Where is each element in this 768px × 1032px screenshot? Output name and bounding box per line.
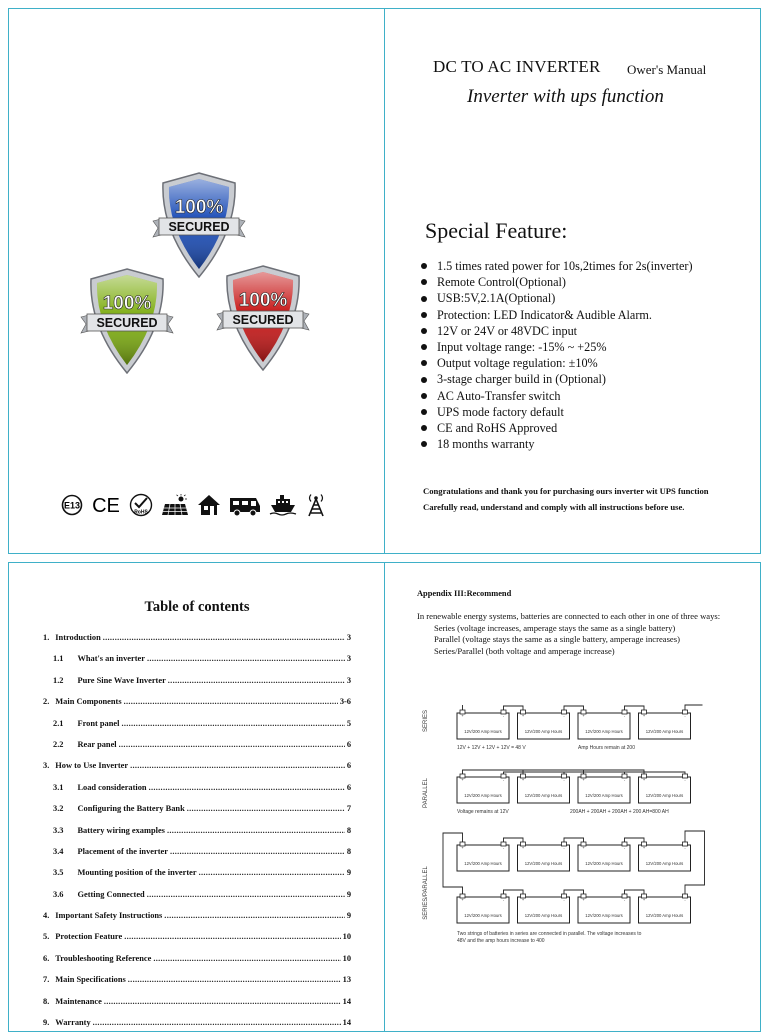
toc-number: 8.: [43, 996, 50, 1006]
bullet-icon: [421, 279, 427, 285]
badge-secured-red: [213, 262, 313, 374]
toc-leader: [128, 969, 341, 990]
svg-text:-: -: [563, 777, 565, 782]
feature-item: [421, 307, 693, 323]
feature-item: [421, 274, 693, 290]
series-parallel-side-label: SERIES/PARALLEL: [423, 866, 429, 920]
toc-page-number: 3: [346, 633, 351, 642]
toc-leader: [147, 884, 345, 905]
feature-text: 3-stage charger build in (Optional): [437, 372, 606, 387]
toc-page-number: 8: [346, 846, 351, 856]
svg-text:+: +: [521, 713, 525, 718]
battery-label: 12V/200 Amp Hours: [464, 793, 502, 798]
series-side-label: SERIES: [423, 709, 429, 733]
svg-text:+: +: [461, 713, 464, 718]
battery-label: 12V/200 Amp Hours: [524, 729, 563, 734]
svg-text:-: -: [502, 897, 505, 902]
toc-page-number: 9: [346, 868, 351, 878]
battery-icon: [639, 842, 691, 871]
toc-entry[interactable]: [43, 627, 351, 648]
svg-text:-: -: [623, 777, 626, 782]
solar-panel-icon: [161, 494, 189, 516]
toc-entry[interactable]: [43, 648, 351, 669]
toc-page-number: 10: [342, 953, 351, 963]
toc-number: 3.: [43, 761, 50, 771]
feature-item: [421, 436, 693, 452]
toc-entry[interactable]: [43, 713, 351, 734]
battery-icon: [518, 842, 570, 871]
toc-entry-title: Rear panel: [77, 739, 117, 749]
battery-label: 12V/200 Amp Hours: [524, 861, 563, 866]
toc-entry[interactable]: [43, 991, 351, 1012]
toc-entry[interactable]: [43, 691, 351, 712]
battery-icon: [518, 774, 570, 803]
toc-entry-title: Placement of the inverter: [77, 846, 168, 856]
toc-number: 9.: [43, 1018, 50, 1028]
toc-page-number: 3: [346, 675, 351, 685]
battery-icon: [457, 774, 509, 803]
toc-number: 6.: [43, 953, 50, 963]
bullet-icon: [421, 393, 427, 399]
toc-number: 3.3: [53, 825, 64, 835]
feature-text: 12V or 24V or 48VDC input: [437, 323, 578, 338]
bullet-icon: [421, 441, 427, 447]
toc-number: 1.1: [53, 654, 64, 664]
svg-text:+: +: [582, 713, 585, 718]
toc-entry[interactable]: [43, 1012, 351, 1032]
svg-text:+: +: [642, 897, 646, 902]
svg-text:+: +: [521, 777, 525, 782]
rv-camper-icon: [229, 494, 261, 516]
feature-text: Input voltage range: -15% ~ +25%: [437, 340, 607, 355]
battery-label: 12V/200 Amp Hours: [645, 913, 684, 918]
bullet-icon: [421, 360, 427, 366]
toc-page-number: 3: [346, 654, 351, 664]
certification-icons: [61, 493, 327, 517]
toc-leader: [121, 713, 344, 734]
feature-item: [421, 371, 693, 387]
appendix-panel: [384, 562, 761, 1032]
toc-entry-title: Load consideration: [77, 782, 147, 792]
series-caption-left: 12V + 12V + 12V + 12V = 48 V: [457, 745, 526, 751]
manual-label: Ower's Manual: [627, 62, 707, 77]
toc-entry-title: Warranty: [55, 1018, 91, 1028]
toc-entry-title: How to Use Inverter: [55, 761, 129, 771]
special-feature-heading: Special Feature:: [425, 218, 568, 243]
toc-number: 4.: [43, 911, 50, 921]
toc-entry-title: Maintenance: [55, 996, 102, 1006]
toc-entry[interactable]: [43, 755, 351, 776]
toc-leader: [164, 905, 345, 926]
toc-entry[interactable]: [43, 734, 351, 755]
series-caption-right: Amp Hours remain at 200: [578, 745, 635, 751]
toc-entry[interactable]: [43, 841, 351, 862]
bullet-icon: [421, 296, 427, 302]
battery-label: 12V/200 Amp Hours: [464, 913, 502, 918]
toc-leader: [167, 820, 345, 841]
product-title: DC TO AC INVERTER: [433, 57, 601, 76]
toc-entry-title: Protection Feature: [55, 932, 123, 942]
battery-icon: [578, 710, 630, 739]
toc-page-number: 9: [346, 911, 351, 921]
svg-text:+: +: [521, 897, 525, 902]
svg-text:-: -: [563, 713, 565, 718]
svg-text:+: +: [642, 845, 646, 850]
battery-label: 12V/200 Amp Hours: [524, 913, 563, 918]
toc-page-number: 3-6: [339, 697, 351, 707]
toc-entry[interactable]: [43, 905, 351, 926]
toc-number: 3.2: [53, 804, 64, 814]
series-parallel-caption: Two strings of batteries in series are connected in parallel. The voltage increases to 48V and the amp hours increase to 400: [457, 931, 642, 944]
toc-entry-title: What's an inverter: [77, 654, 145, 664]
toc-number: 2.: [43, 697, 50, 707]
battery-label: 12V/200 Amp Hours: [585, 793, 623, 798]
svg-text:+: +: [642, 713, 646, 718]
battery-label: 12V/200 Amp Hours: [645, 729, 684, 734]
bullet-icon: [421, 312, 427, 318]
toc-leader: [168, 670, 345, 691]
badge-label: SECURED: [96, 316, 158, 330]
feature-item: [421, 323, 693, 339]
bullet-icon: [421, 344, 427, 350]
toc-page-number: 14: [342, 996, 351, 1006]
ce-label: CE: [92, 495, 120, 516]
battery-label: 12V/200 Amp Hours: [585, 861, 623, 866]
feature-text: UPS mode factory default: [437, 404, 564, 419]
toc-number: 7.: [43, 975, 50, 985]
feature-list: [421, 258, 693, 452]
toc-page-number: 7: [346, 804, 351, 814]
toc-page-number: 6: [346, 782, 351, 792]
feature-text: USB:5V,2.1A(Optional): [437, 291, 556, 306]
feature-text: AC Auto-Transfer switch: [437, 388, 561, 403]
battery-icon: [578, 774, 630, 803]
toc-page-number: 9: [346, 889, 351, 899]
battery-icon: [457, 842, 509, 871]
battery-label: 12V/200 Amp Hours: [585, 729, 623, 734]
cover-image-panel: [8, 8, 386, 554]
congratulations-text: [423, 483, 753, 515]
toc-entry-title: Introduction: [55, 633, 101, 642]
appendix-intro-text: In renewable energy systems, batteries are connected to each other in one of three ways:: [417, 611, 721, 621]
svg-text:+: +: [582, 897, 585, 902]
toc-page-number: 10: [342, 932, 351, 942]
toc-number: 3.4: [53, 846, 64, 856]
feature-item: [421, 404, 693, 420]
house-icon: [197, 494, 221, 516]
e13-mark-icon: [61, 494, 83, 516]
battery-label: 12V/200 Amp Hours: [464, 729, 502, 734]
way-series: Series (voltage increases, amperage stays the same as a single battery): [434, 622, 676, 633]
bullet-icon: [421, 377, 427, 383]
boat-icon: [269, 493, 297, 517]
feature-text: Remote Control(Optional): [437, 275, 566, 290]
svg-text:-: -: [502, 845, 505, 850]
rohs-mark-icon: [129, 493, 153, 517]
battery-label: 12V/200 Amp Hours: [645, 793, 684, 798]
toc-entry[interactable]: [43, 862, 351, 883]
toc-page-number: 6: [346, 761, 351, 771]
battery-icon: [578, 894, 630, 923]
svg-text:+: +: [461, 897, 464, 902]
toc-entry-title: Main Components: [55, 697, 122, 707]
battery-icon: [518, 710, 570, 739]
battery-label: 12V/200 Amp Hours: [645, 861, 684, 866]
congrats-line-1: Congratulations and thank you for purchasing ours inverter wit UPS function: [423, 486, 709, 496]
battery-wiring-diagram: [415, 697, 705, 967]
parallel-caption-right: 200AH + 200AH + 200AH + 200 AH=800 AH: [570, 809, 669, 815]
svg-text:+: +: [582, 845, 585, 850]
toc-page-number: 13: [342, 975, 351, 985]
svg-text:+: +: [521, 845, 525, 850]
toc-entry-title: Troubleshooting Reference: [55, 953, 152, 963]
toc-number: 2.2: [53, 739, 64, 749]
battery-icon: [457, 894, 509, 923]
feature-item: [421, 290, 693, 306]
svg-text:+: +: [582, 777, 585, 782]
toc-leader: [124, 926, 340, 947]
battery-icon: [639, 774, 691, 803]
battery-icon: [457, 710, 509, 739]
battery-label: 12V/200 Amp Hours: [464, 861, 502, 866]
svg-text:+: +: [461, 845, 464, 850]
badge-percent: 100%: [174, 197, 224, 218]
feature-item: [421, 258, 693, 274]
toc-entry-title: Battery wiring examples: [77, 825, 165, 835]
toc-entry-title: Pure Sine Wave Inverter: [77, 675, 166, 685]
toc-leader: [104, 991, 341, 1012]
toc-entry[interactable]: [43, 798, 351, 819]
toc-title: Table of contents: [144, 599, 250, 615]
bullet-icon: [421, 409, 427, 415]
toc-entry[interactable]: [43, 926, 351, 947]
toc-entry[interactable]: [43, 884, 351, 905]
battery-icon: [639, 894, 691, 923]
toc-entry[interactable]: [43, 969, 351, 990]
battery-icon: [518, 894, 570, 923]
toc-number: 3.1: [53, 782, 64, 792]
toc-page-number: 5: [346, 718, 351, 728]
feature-text: Protection: LED Indicator& Audible Alarm.: [437, 307, 652, 322]
toc-leader: [170, 841, 345, 862]
feature-text: Output voltage regulation: ±10%: [437, 356, 598, 371]
svg-text:-: -: [684, 777, 686, 782]
toc-entry-title: Mounting position of the inverter: [77, 868, 197, 878]
toc-number: 5.: [43, 932, 50, 942]
feature-item: [421, 420, 693, 436]
svg-text:-: -: [623, 845, 626, 850]
way-series-parallel: Series/Parallel (both voltage and amperage increase): [434, 645, 615, 656]
svg-text:-: -: [563, 897, 565, 902]
toc-page-number: 6: [346, 739, 351, 749]
toc-leader: [187, 798, 345, 819]
way-parallel: Parallel (voltage stays the same as a single battery, amperage increases): [434, 634, 680, 644]
toc-number: 3.5: [53, 868, 64, 878]
rohs-label: RoHS: [134, 509, 148, 516]
svg-text:-: -: [623, 713, 626, 718]
badge-label: SECURED: [168, 220, 230, 234]
cover-text-panel: [384, 8, 761, 554]
feature-text: CE and RoHS Approved: [437, 421, 558, 436]
toc-number: 2.1: [53, 718, 64, 728]
toc-entry-title: Main Specifications: [55, 975, 126, 985]
toc-number: 1.2: [53, 675, 64, 685]
battery-icon: [639, 710, 691, 739]
bullet-icon: [421, 425, 427, 431]
toc-entry[interactable]: [43, 820, 351, 841]
toc-list: [43, 627, 351, 1032]
feature-text: 1.5 times rated power for 10s,2times for 2s(inverter): [437, 259, 693, 273]
toc-number: 1.: [43, 633, 50, 642]
bullet-icon: [421, 263, 427, 269]
toc-leader: [147, 648, 345, 669]
product-subtitle: Inverter with ups function: [467, 86, 664, 107]
toc-leader: [124, 691, 338, 712]
toc-number: 3.6: [53, 889, 64, 899]
toc-entry-title: Important Safety Instructions: [55, 911, 163, 921]
badge-secured-green: [77, 265, 177, 377]
toc-entry[interactable]: [43, 948, 351, 969]
toc-leader: [93, 1012, 341, 1032]
svg-text:-: -: [684, 713, 686, 718]
toc-page-number: 8: [346, 825, 351, 835]
table-of-contents-panel: [8, 562, 386, 1032]
toc-entry-title: Getting Connected: [77, 889, 145, 899]
badge-percent: 100%: [102, 293, 152, 314]
parallel-caption-left: Voltage remains at 12V: [457, 809, 509, 815]
toc-entry[interactable]: [43, 777, 351, 798]
toc-leader: [119, 734, 345, 755]
feature-item: [421, 388, 693, 404]
badge-label: SECURED: [232, 313, 294, 327]
svg-text:-: -: [684, 845, 686, 850]
toc-page-number: 14: [342, 1018, 351, 1028]
ce-mark-icon: [91, 494, 121, 516]
toc-entry[interactable]: [43, 670, 351, 691]
svg-text:-: -: [623, 897, 626, 902]
toc-leader: [130, 755, 345, 776]
svg-text:-: -: [502, 713, 505, 718]
toc-leader: [153, 948, 340, 969]
toc-leader: [149, 777, 345, 798]
badge-percent: 100%: [238, 290, 288, 311]
tower-icon: [305, 493, 327, 517]
parallel-side-label: PARALLEL: [423, 778, 429, 808]
svg-text:+: +: [642, 777, 646, 782]
svg-text:-: -: [684, 897, 686, 902]
feature-text: 18 months warranty: [437, 437, 535, 452]
toc-entry-title: Front panel: [77, 718, 120, 728]
svg-text:-: -: [502, 777, 505, 782]
appendix-intro: [417, 611, 747, 657]
feature-item: [421, 355, 693, 371]
congrats-line-2: Carefully read, understand and comply with all instructions before use.: [423, 502, 685, 512]
toc-leader: [199, 862, 345, 883]
feature-item: [421, 339, 693, 355]
svg-text:-: -: [563, 845, 565, 850]
svg-text:+: +: [461, 777, 464, 782]
toc-entry-title: Configuring the Battery Bank: [77, 804, 185, 814]
battery-icon: [578, 842, 630, 871]
appendix-title: Appendix III:Recommend: [417, 589, 512, 598]
battery-label: 12V/200 Amp Hours: [524, 793, 563, 798]
bullet-icon: [421, 328, 427, 334]
battery-label: 12V/200 Amp Hours: [585, 913, 623, 918]
toc-leader: [103, 627, 345, 648]
e13-label: E13: [63, 500, 81, 511]
